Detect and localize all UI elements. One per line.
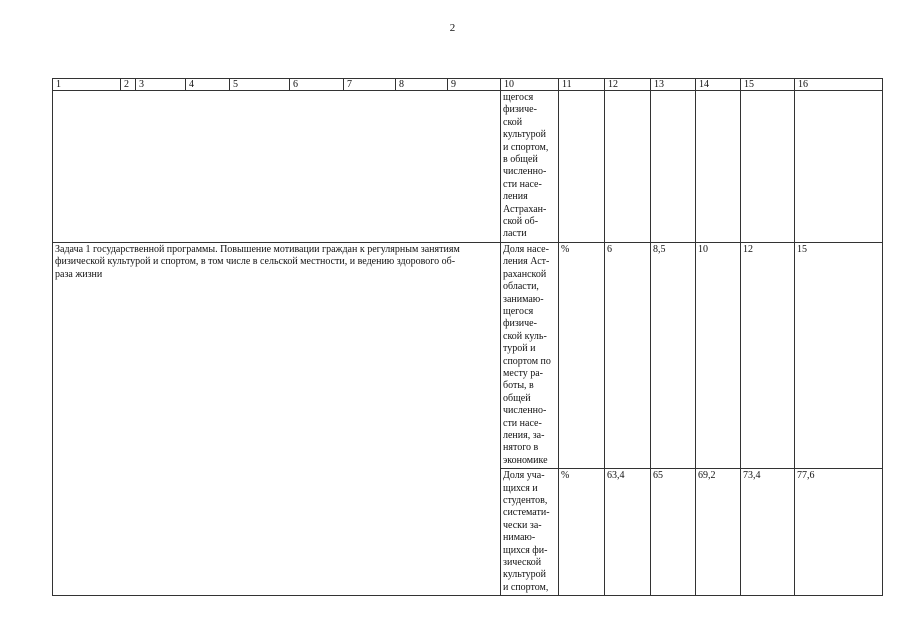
task-cell-empty xyxy=(53,91,501,243)
unit-cell xyxy=(559,91,605,243)
indicator-line: щегося xyxy=(503,92,534,103)
column-header: 6 xyxy=(290,79,344,91)
indicator-cell xyxy=(501,242,559,468)
indicators-table xyxy=(52,78,883,596)
column-header: 1 xyxy=(53,79,121,91)
column-header: 16 xyxy=(795,79,883,91)
indicator-line: чески за- xyxy=(503,519,542,531)
value-cell: 65 xyxy=(651,469,696,596)
indicator-line: численно- xyxy=(503,405,547,417)
column-header: 5 xyxy=(230,79,290,91)
indicator-line: ления, за- xyxy=(503,429,545,441)
indicator-line: культурой xyxy=(503,129,547,141)
indicator-line: занимаю- xyxy=(503,293,544,305)
indicator-line: месту ра- xyxy=(503,367,543,379)
table-row xyxy=(53,242,883,468)
column-header: 13 xyxy=(651,79,696,91)
indicator-line: студентов, xyxy=(503,495,548,506)
indicator-line: общей xyxy=(503,392,531,404)
indicator-line: спортом по xyxy=(503,355,551,367)
column-header: 3 xyxy=(136,79,186,91)
unit-cell: % xyxy=(559,242,605,468)
value-cell: 10 xyxy=(696,242,741,468)
table-row xyxy=(53,91,883,243)
value-cell xyxy=(651,91,696,243)
value-cell xyxy=(741,91,795,243)
indicator-line: сти насе- xyxy=(503,417,542,429)
column-header: 10 xyxy=(501,79,559,91)
indicator-cell xyxy=(501,91,559,243)
value-cell: 12 xyxy=(741,242,795,468)
indicator-line: в общей xyxy=(503,154,538,166)
column-header: 11 xyxy=(559,79,605,91)
indicator-line: Доля насе- xyxy=(503,243,549,255)
indicator-line: Доля уча- xyxy=(503,470,545,482)
indicator-line: численно- xyxy=(503,166,547,178)
indicator-line: области, xyxy=(503,281,539,293)
value-cell: 73,4 xyxy=(741,469,795,596)
column-header: 14 xyxy=(696,79,741,91)
column-header: 4 xyxy=(186,79,230,91)
indicator-line: системати- xyxy=(503,507,550,519)
value-cell xyxy=(795,91,883,243)
value-cell: 6 xyxy=(605,242,651,468)
value-cell xyxy=(605,91,651,243)
indicator-line: щихся фи- xyxy=(503,544,548,556)
indicator-line: зической xyxy=(503,557,542,569)
indicator-line: ской об- xyxy=(503,216,539,228)
indicator-line: ласти xyxy=(503,228,527,240)
indicator-line: и спортом, xyxy=(503,581,549,593)
value-cell: 15 xyxy=(795,242,883,468)
indicator-line: боты, в xyxy=(503,380,534,392)
indicator-line: щегося xyxy=(503,305,534,317)
indicator-line: щихся и xyxy=(503,482,538,494)
column-header: 9 xyxy=(448,79,501,91)
indicator-line: ской куль- xyxy=(503,330,547,342)
indicator-line: нимаю- xyxy=(503,532,536,544)
task-line: физической культурой и спортом, в том числе в сельской местности, и ведению здорового об- xyxy=(55,256,456,268)
indicator-line: физиче- xyxy=(503,318,537,330)
indicator-line: культурой xyxy=(503,569,547,581)
indicator-line: физиче- xyxy=(503,104,537,116)
task-cell xyxy=(53,242,501,595)
value-cell: 69,2 xyxy=(696,469,741,596)
column-header: 15 xyxy=(741,79,795,91)
indicator-line: и спортом, xyxy=(503,141,549,153)
value-cell: 77,6 xyxy=(795,469,883,596)
indicator-line: ления Аст- xyxy=(503,256,550,268)
value-cell: 8,5 xyxy=(651,242,696,468)
indicator-line: экономике xyxy=(503,454,548,466)
column-header: 8 xyxy=(396,79,448,91)
column-header: 7 xyxy=(344,79,396,91)
column-header: 2 xyxy=(121,79,136,91)
task-line: раза жизни xyxy=(55,268,103,280)
indicator-line: ской xyxy=(503,116,523,128)
table-header-row xyxy=(53,79,883,91)
page-number: 2 xyxy=(449,22,456,34)
value-cell xyxy=(696,91,741,243)
task-line: Задача 1 государственной программы. Повышение мотивации граждан к регулярным занятиям xyxy=(55,243,460,255)
unit-cell: % xyxy=(559,469,605,596)
value-cell: 63,4 xyxy=(605,469,651,596)
indicator-line: нятого в xyxy=(503,442,539,454)
indicator-cell xyxy=(501,469,559,596)
column-header: 12 xyxy=(605,79,651,91)
indicator-line: раханской xyxy=(503,268,547,280)
indicator-line: турой и xyxy=(503,343,536,355)
indicator-line: ления xyxy=(503,191,528,203)
indicator-line: Астрахан- xyxy=(503,203,547,215)
indicator-line: сти насе- xyxy=(503,178,542,190)
